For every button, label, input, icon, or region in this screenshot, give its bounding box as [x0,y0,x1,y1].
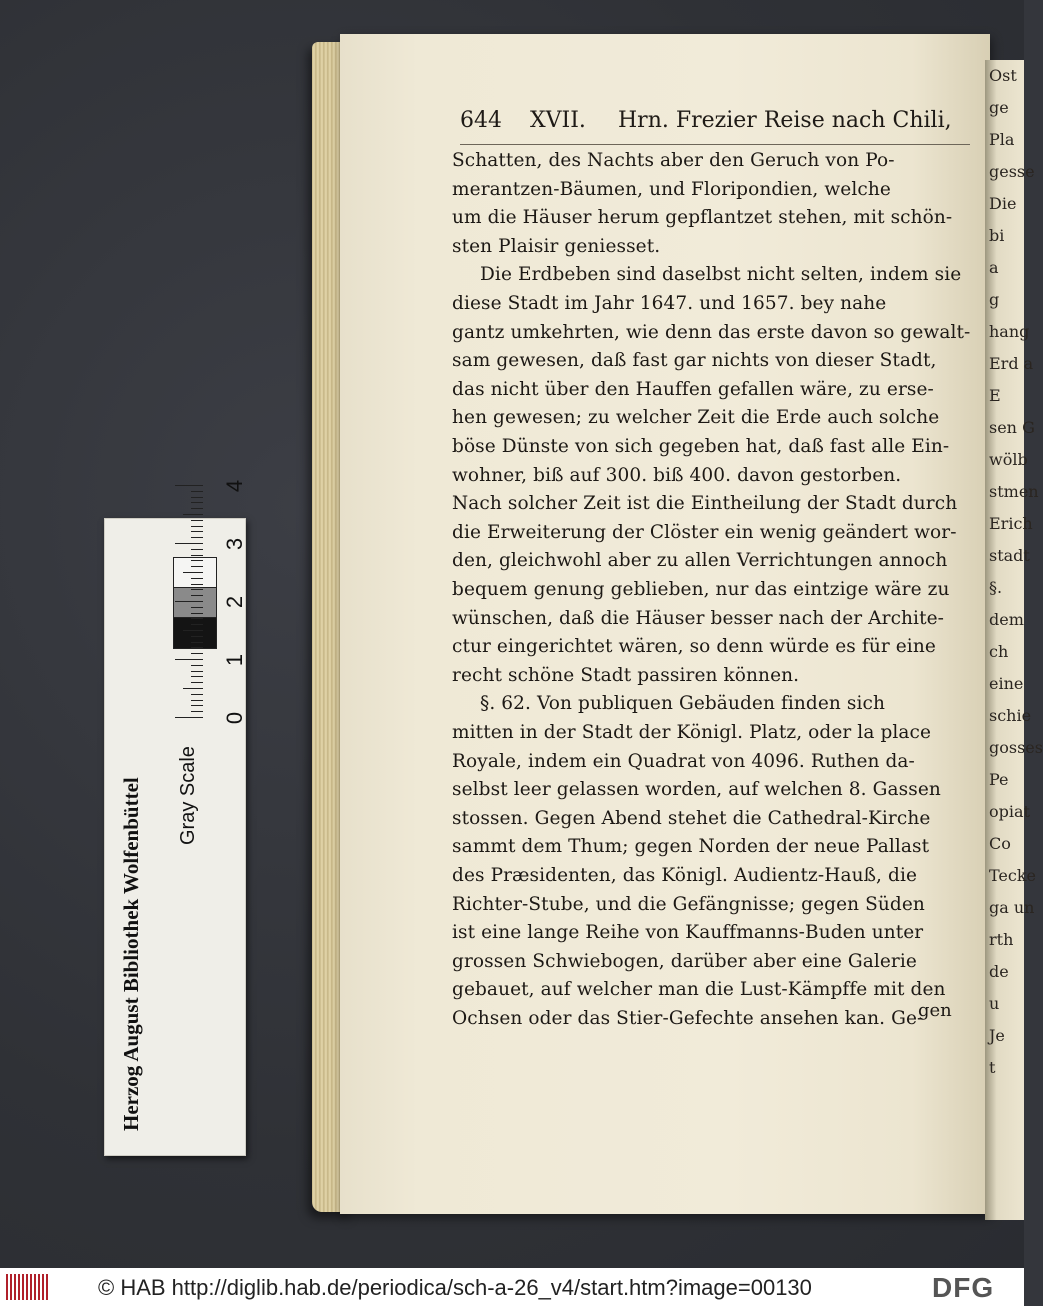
text-line: das nicht über den Hauffen gefallen wäre, zu erse- [452,378,934,400]
ruler-tick [175,601,203,602]
facing-page-fragment-text: hang [989,322,1030,341]
text-line: recht schöne Stadt passiren können. [452,664,800,686]
ruler-tick [191,694,203,695]
ruler-tick [191,508,203,509]
facing-page-fragment-text: E [989,386,1001,405]
ruler-tick [175,543,203,544]
facing-page-fragment-text: Die [989,194,1017,213]
text-line: stossen. Gegen Abend stehet die Cathedral-Kirche [452,807,931,829]
ruler-tick [191,537,203,538]
facing-page-fragment-text: ch [989,642,1009,661]
text-line: gebauet, auf welcher man die Lust-Kämpffe mit den [452,979,946,1001]
text-line: mitten in der Stadt der Königl. Platz, oder la place [452,722,932,743]
dfg-logo: DFG [932,1272,995,1303]
text-line: die Erweiterung der Clöster ein wenig geändert wor- [452,521,957,543]
ruler-tick [175,485,203,486]
section-number: XVII. [530,108,586,133]
text-line: gantz umkehrten, wie denn das erste davon so gewalt- [452,321,971,343]
ruler-tick [191,497,203,498]
ruler-tick [191,578,203,579]
ruler-tick [191,491,203,492]
facing-page-fragment-text: dem [989,610,1024,629]
ruler-tick [191,566,203,567]
gray-scale-ruler [104,479,248,1156]
ruler-tick [191,549,203,550]
facing-page-fragment-text: gosses [989,738,1043,757]
facing-page-fragment-text: Ost [989,66,1017,85]
text-line: böse Dünste von sich gegeben hat, daß fast alle Ein- [452,436,950,457]
ruler-number-0: 0 [222,711,248,725]
page-body-text [452,150,971,1029]
ruler-number-1: 1 [222,653,248,667]
text-line: Ochsen oder das Stier-Gefechte ansehen kan. Ge- [452,1008,924,1029]
ruler-tick [183,630,203,631]
facing-page-fragment-text: ge [989,98,1009,117]
footer-bar [0,1268,1024,1306]
text-line: Nach solcher Zeit ist die Eintheilung der Stadt durch [452,493,958,515]
facing-page-fragment-text: Pe [989,770,1009,789]
facing-page-fragment-text: eine [989,674,1024,693]
text-line: selbst leer gelassen worden, auf welchen 8. Gassen [452,779,941,801]
text-line: bequem genung geblieben, nur das eintzige wäre zu [452,579,950,600]
text-line: ist eine lange Reihe von Kauffmanns-Buden unter [452,922,924,944]
facing-page-fragment-text: schie [989,706,1032,725]
ruler-number-3: 3 [222,537,248,551]
ruler-tick [191,653,203,654]
running-title: Hrn. Frezier Reise nach Chili, [618,108,952,133]
ruler-tick [191,607,203,608]
text-line: merantzen-Bäumen, und Floripondien, welche [452,178,891,200]
facing-page-fragment-text: §. [989,578,1003,597]
facing-page-fragment-text: bi [989,226,1005,245]
ruler-tick [191,589,203,590]
ruler-tick [191,642,203,643]
ruler-tick [191,671,203,672]
text-line: sammt dem Thum; gegen Norden der neue Pallast [452,836,930,858]
facing-page-fragment-text: g [989,290,1000,309]
ruler-tick [191,595,203,596]
text-line: um die Häuser herum gepflantzet stehen, mit schön- [452,207,953,229]
facing-page-fragment-text: Pla [989,130,1015,149]
ruler-tick [183,572,203,573]
text-line: wohner, biß auf 300. biß 400. davon gestorben. [452,464,902,486]
facing-page-fragment-text: gesse [989,162,1035,181]
text-line: wünschen, daß die Häuser besser nach der Archite- [452,607,944,629]
ruler-tick [191,520,203,521]
ruler-tick [191,647,203,648]
facing-page-fragment-text: stmen [989,482,1039,501]
text-line: Richter-Stube, und die Gefängnisse; gegen Süden [452,893,925,915]
text-line: Schatten, des Nachts aber den Geruch von Po- [452,150,895,171]
catchword: gen [918,1000,952,1021]
facing-page-fragment-text: de [989,962,1009,981]
ruler-tick [191,555,203,556]
ruler-tick [191,560,203,561]
ruler-tick [191,502,203,503]
facing-page-fragment-text: Je [989,1026,1005,1045]
ruler-tick [191,613,203,614]
ruler-tick [191,665,203,666]
facing-page-fragment-text: a [989,258,999,277]
ruler-tick [191,705,203,706]
facing-page-fragment-text: Co [989,834,1011,853]
text-line: hen gewesen; zu welcher Zeit die Erde auch solche [452,407,940,429]
copyright-url[interactable]: © HAB http://diglib.hab.de/periodica/sch-a-26_v4/start.htm?image=00130 [98,1275,812,1300]
page-number: 644 [460,108,502,133]
ruler-tick [191,618,203,619]
facing-page-fragment-text: rth [989,930,1014,949]
facing-page-fragment-text: opiat [989,802,1030,821]
facing-page-fragment-text: u [989,994,1000,1013]
ruler-tick [191,526,203,527]
ruler-tick [183,688,203,689]
facing-page-fragment-text: t [989,1058,996,1077]
facing-page-fragment-text: Erd a [989,354,1034,373]
ruler-tick [191,682,203,683]
facing-page-fragment-text: Tecke [989,866,1037,885]
text-line: diese Stadt im Jahr 1647. und 1657. bey nahe [452,293,887,314]
text-line: grossen Schwiebogen, darüber aber eine Galerie [452,950,917,972]
ruler-institution-label: Herzog August Bibliothek Wolfenbüttel [119,777,143,1131]
facing-page-fragment-text: ga un [989,898,1035,917]
text-line: ctur eingerichtet wären, so denn würde es für eine [452,636,936,658]
ruler-tick [191,676,203,677]
facing-page-fragment-text: sen G [989,418,1035,437]
ruler-tick [191,584,203,585]
ruler-tick [191,711,203,712]
ruler-tick [191,624,203,625]
facing-page-fragment-text: wölb [989,450,1028,469]
text-line: Die Erdbeben sind daselbst nicht selten, indem sie [480,264,962,286]
ruler-number-4: 4 [222,479,248,493]
text-line: den, gleichwohl aber zu allen Verrichtungen annoch [452,550,948,572]
text-line: sam gewesen, daß fast gar nichts von dieser Stadt, [452,350,937,372]
ruler-number-2: 2 [222,595,248,609]
facing-page-fragment-text: Erich [989,514,1033,533]
ruler-grayscale-label: Gray Scale [177,746,199,845]
facing-page-fragment-text: stadt [989,546,1030,565]
ruler-tick [175,717,203,718]
text-line: des Præsidenten, das Königl. Audientz-Hauß, die [452,865,918,886]
ruler-tick [183,514,203,515]
ruler-tick [191,700,203,701]
hab-logo-barcode [6,1274,48,1300]
black-swatch [173,617,217,649]
page-header [460,100,970,145]
text-line: sten Plaisir geniesset. [452,235,661,257]
gray-swatch [173,587,217,619]
ruler-tick [175,659,203,660]
text-line: §. 62. Von publiquen Gebäuden finden sich [480,693,885,715]
ruler-tick [191,636,203,637]
facing-page-fragment [985,60,1043,1220]
text-line: Royale, indem ein Quadrat von 4096. Ruthen da- [452,750,915,772]
ruler-tick [191,531,203,532]
